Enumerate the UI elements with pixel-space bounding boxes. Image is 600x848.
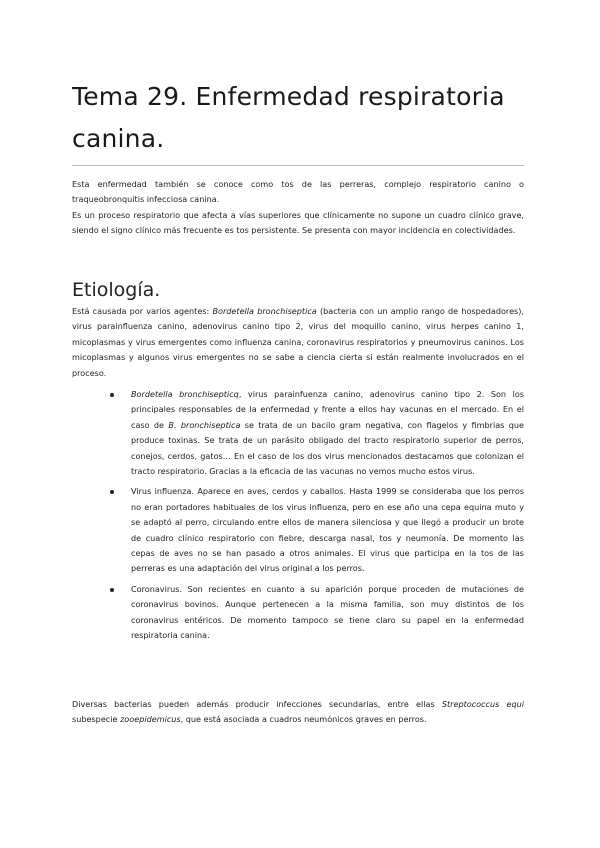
intro-paragraph-2: Es un proceso respiratorio que afecta a vías superiores que clínicamente no supone un cuadro clínico grave, siendo el signo clínico más frecuente es tos persistente. Se presenta con mayor incidencia en colectividades.: [72, 209, 524, 236]
etiologia-text-start: Está causada por varios agentes:: [72, 306, 213, 316]
page-title: Tema 29. Enfermedad respiratoria canina.: [72, 82, 505, 153]
closing-paragraph: [72, 697, 524, 728]
list-item: [72, 484, 524, 576]
intro-section: [72, 177, 524, 239]
list-item: [72, 582, 524, 644]
closing-text-3: , que está asociada a cuadros neumónicos graves en perros.: [180, 714, 427, 725]
bullet-2-text: Virus influenza. Aparece en aves, cerdos y caballos. Hasta 1999 se consideraba que los perros no eran portadores habituales de los virus influenza, pero en ese año una cepa equina muto y se adaptó al perro, circulando entre ellos de manera silenciosa y que llegó a producir un brote de cuadro clínico respiratorio con fiebre, descarga nasal, tos y neumonía. De momento las cepas de aves no se han pasado a otros animales. El virus que participa en la tos de las perreras es una adaptación del virus original a los perros.: [131, 486, 524, 574]
bullet-1-text-2: se trata de un bacilo gram negativa, con flagelos y fimbrias que produce toxinas. Se trata de un parásito obligado del tracto respiratorio superior de perros, conejos, cerdos, gatos… En el caso de los dos virus mencionados destacamos que colonizan el tracto respiratorio. Gracias a la eficacia de las vacunas no vemos mucho estos virus.: [131, 419, 524, 477]
bullet-1-text-1: , virus parainfuenza canino, adenovirus canino tipo 2. Son los principales responsables de la enfermedad y frente a ellos hay vacunas en el mercado. En el caso de: [131, 389, 524, 430]
agents-list: [72, 387, 524, 649]
bullet-icon: [110, 588, 114, 592]
etiologia-heading: Etiología.: [72, 279, 161, 301]
bullet-1-italic-1: Bordetella bronchisepticq: [131, 389, 239, 399]
etiologia-text-rest: (bacteria con un amplio rango de hospedadores), virus parainfluenza canino, adenovirus canino tipo 2, virus del moquillo canino, virus herpes canino 1, micoplasmas y virus emergentes como influenza canina, coronavirus respiratorios y pneumovirus caninos. Los micoplasmas y algunos virus emergentes no se sabe a ciencia cierta si están realmente involucrados en el proceso.: [72, 306, 524, 378]
list-item: [72, 387, 524, 479]
bullet-3-text: Coronavirus. Son recientes en cuanto a su aparición porque proceden de mutaciones de coronavirus bovinos. Aunque pertenecen a la misma familia, son muy distintos de los coronavirus entéricos. De momento tampoco se tiene claro su papel en la enfermedad respiratoria canina.: [131, 583, 524, 641]
etiologia-paragraph: [72, 304, 524, 381]
closing-text-1: Diversas bacterias pueden además producir infecciones secundarias, entre ellas: [72, 699, 442, 709]
bullet-1-italic-2: B. bronchiseptica: [168, 419, 241, 430]
bullet-icon: [110, 393, 114, 397]
closing-italic-2: zooepidemicus: [120, 714, 181, 725]
etiologia-species-italic: Bordetella bronchiseptica: [212, 306, 317, 316]
closing-italic-1: Streptococcus equi: [441, 699, 524, 709]
bullet-icon: [110, 490, 114, 494]
intro-paragraph-1: Esta enfermedad también se conoce como tos de las perreras, complejo respiratorio canino o traqueobronquitis infecciosa canina.: [72, 179, 524, 205]
closing-text-2: subespecie: [72, 714, 121, 725]
title-divider: [72, 165, 524, 166]
